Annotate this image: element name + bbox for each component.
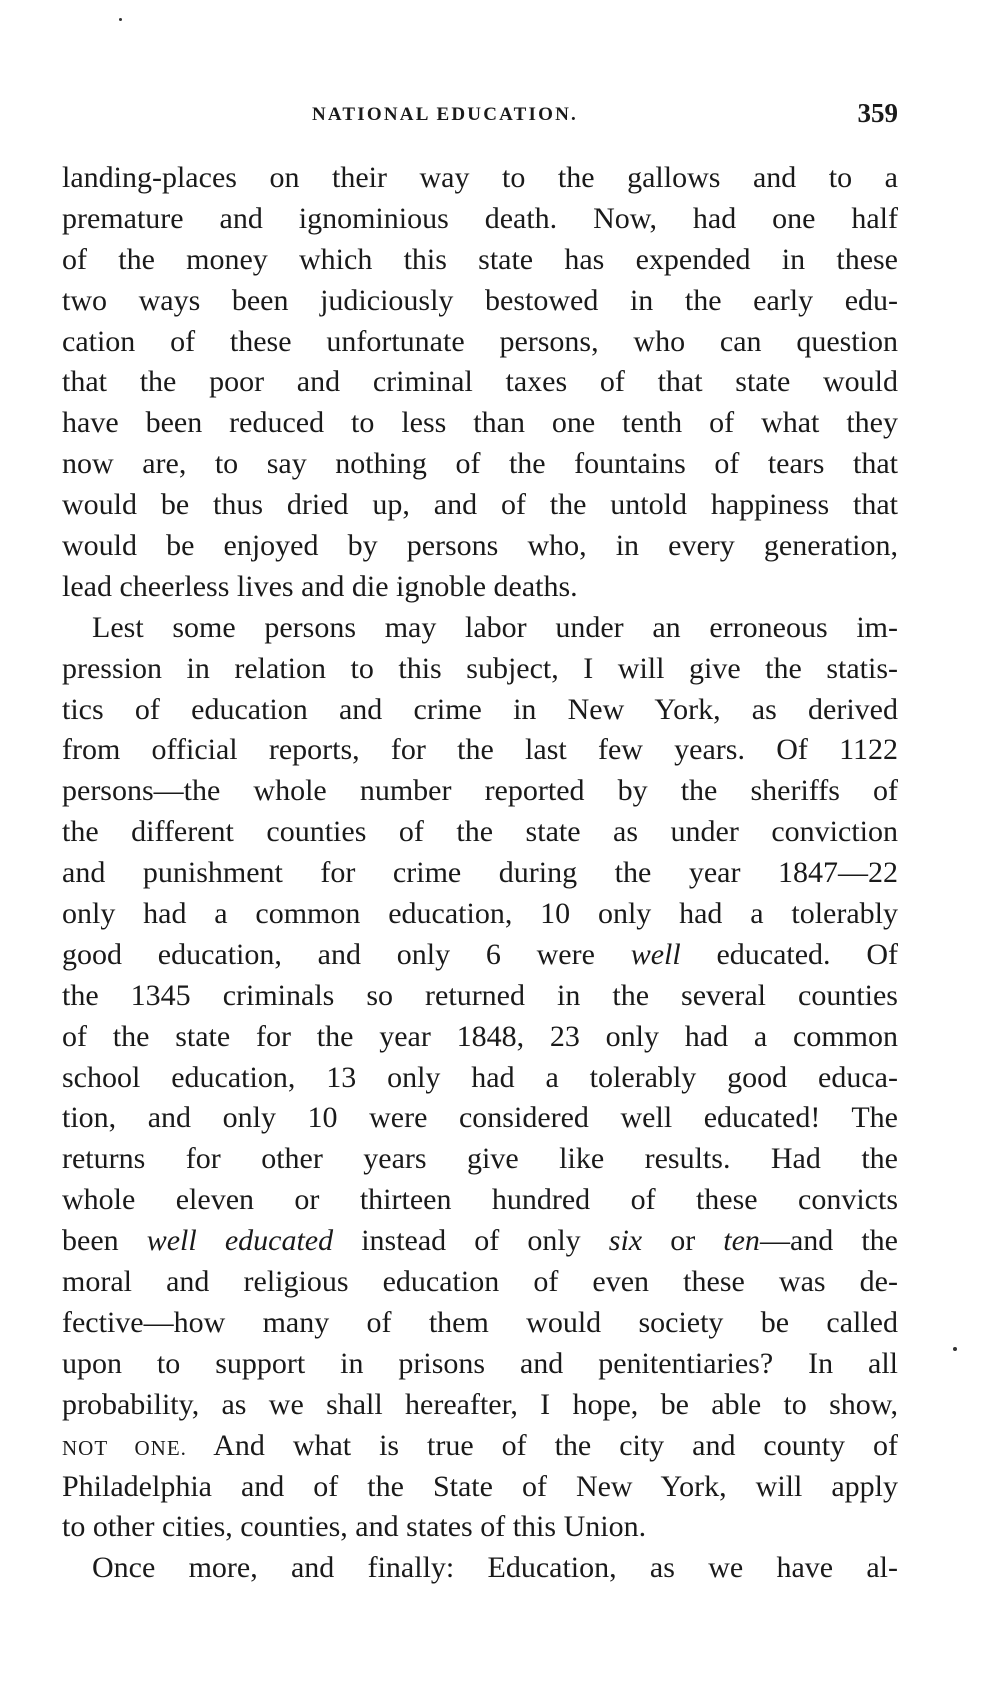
text-line xyxy=(62,1221,898,1262)
text-line: probability, as we shall hereafter, I hope, be able to show, xyxy=(62,1387,898,1421)
text-line: Lest some persons may labor under an erroneous im- xyxy=(92,610,898,644)
page-header xyxy=(62,98,898,138)
text-line: pression in relation to this subject, I will give the statis- xyxy=(62,651,898,685)
text-segment: instead of only xyxy=(333,1224,609,1258)
text-line: two ways been judiciously bestowed in the early edu- xyxy=(62,283,898,317)
text-line: the different counties of the state as under conviction xyxy=(62,815,898,849)
text-line: only had a common education, 10 only had a tolerably xyxy=(62,897,898,931)
text-line: of the money which this state has expended in these xyxy=(62,242,898,276)
text-line: tion, and only 10 were considered well educated! The xyxy=(62,1101,898,1135)
italic-text: well educated xyxy=(146,1224,334,1258)
text-line: Once more, and finally: Education, as we have al- xyxy=(92,1551,898,1585)
italic-text: well xyxy=(630,937,681,971)
text-segment: educated. Of xyxy=(680,937,898,971)
text-segment: been xyxy=(62,1224,147,1258)
text-line: persons—the whole number reported by the sheriffs of xyxy=(62,774,898,808)
text-line: fective—how many of them would society be called xyxy=(62,1305,898,1339)
text-line xyxy=(62,1426,898,1467)
text-line: would be enjoyed by persons who, in every generation, xyxy=(62,529,898,563)
text-line: have been reduced to less than one tenth of what they xyxy=(62,406,898,440)
text-line: landing-places on their way to the gallows and to a xyxy=(62,161,898,194)
text-segment: or xyxy=(642,1224,724,1258)
text-line: and punishment for crime during the year 1847—22 xyxy=(62,856,898,890)
text-line: from official reports, for the last few years. Of 1122 xyxy=(62,733,898,767)
text-line: Philadelphia and of the State of New York, will apply xyxy=(62,1469,898,1503)
italic-text: ten xyxy=(723,1224,760,1258)
text-line: to other cities, counties, and states of this Union. xyxy=(62,1510,647,1544)
text-line: whole eleven or thirteen hundred of these convicts xyxy=(62,1183,898,1217)
text-line: cation of these unfortunate persons, who can question xyxy=(62,324,898,358)
text-line: lead cheerless lives and die ignoble deaths. xyxy=(62,569,578,603)
text-segment: And what is true of the city and county of xyxy=(186,1428,898,1462)
text-line: tics of education and crime in New York, as derived xyxy=(62,692,898,726)
text-line: that the poor and criminal taxes of that state would xyxy=(62,365,898,399)
running-head: NATIONAL EDUCATION. xyxy=(312,104,578,125)
text-line: returns for other years give like results. Had the xyxy=(62,1142,898,1176)
text-segment: —and the xyxy=(759,1224,898,1258)
body-text xyxy=(62,158,898,1589)
text-line xyxy=(62,935,898,976)
text-line: now are, to say nothing of the fountains of tears that xyxy=(62,447,898,481)
ink-speck xyxy=(953,1347,957,1351)
italic-text: six xyxy=(608,1224,643,1258)
text-line: premature and ignominious death. Now, had one half xyxy=(62,201,898,235)
text-line: moral and religious education of even these was de- xyxy=(62,1265,898,1299)
small-caps-text: NOT ONE. xyxy=(62,1435,187,1460)
text-segment: good education, and only 6 were xyxy=(62,937,631,971)
text-line: the 1345 criminals so returned in the several counties xyxy=(62,978,898,1012)
text-line: school education, 13 only had a tolerably good educa- xyxy=(62,1060,898,1094)
book-page xyxy=(62,0,898,1707)
page-number: 359 xyxy=(857,98,898,128)
text-line: of the state for the year 1848, 23 only had a common xyxy=(62,1019,898,1053)
text-line: upon to support in prisons and penitentiaries? In all xyxy=(62,1346,898,1380)
text-line: would be thus dried up, and of the untold happiness that xyxy=(62,488,898,522)
